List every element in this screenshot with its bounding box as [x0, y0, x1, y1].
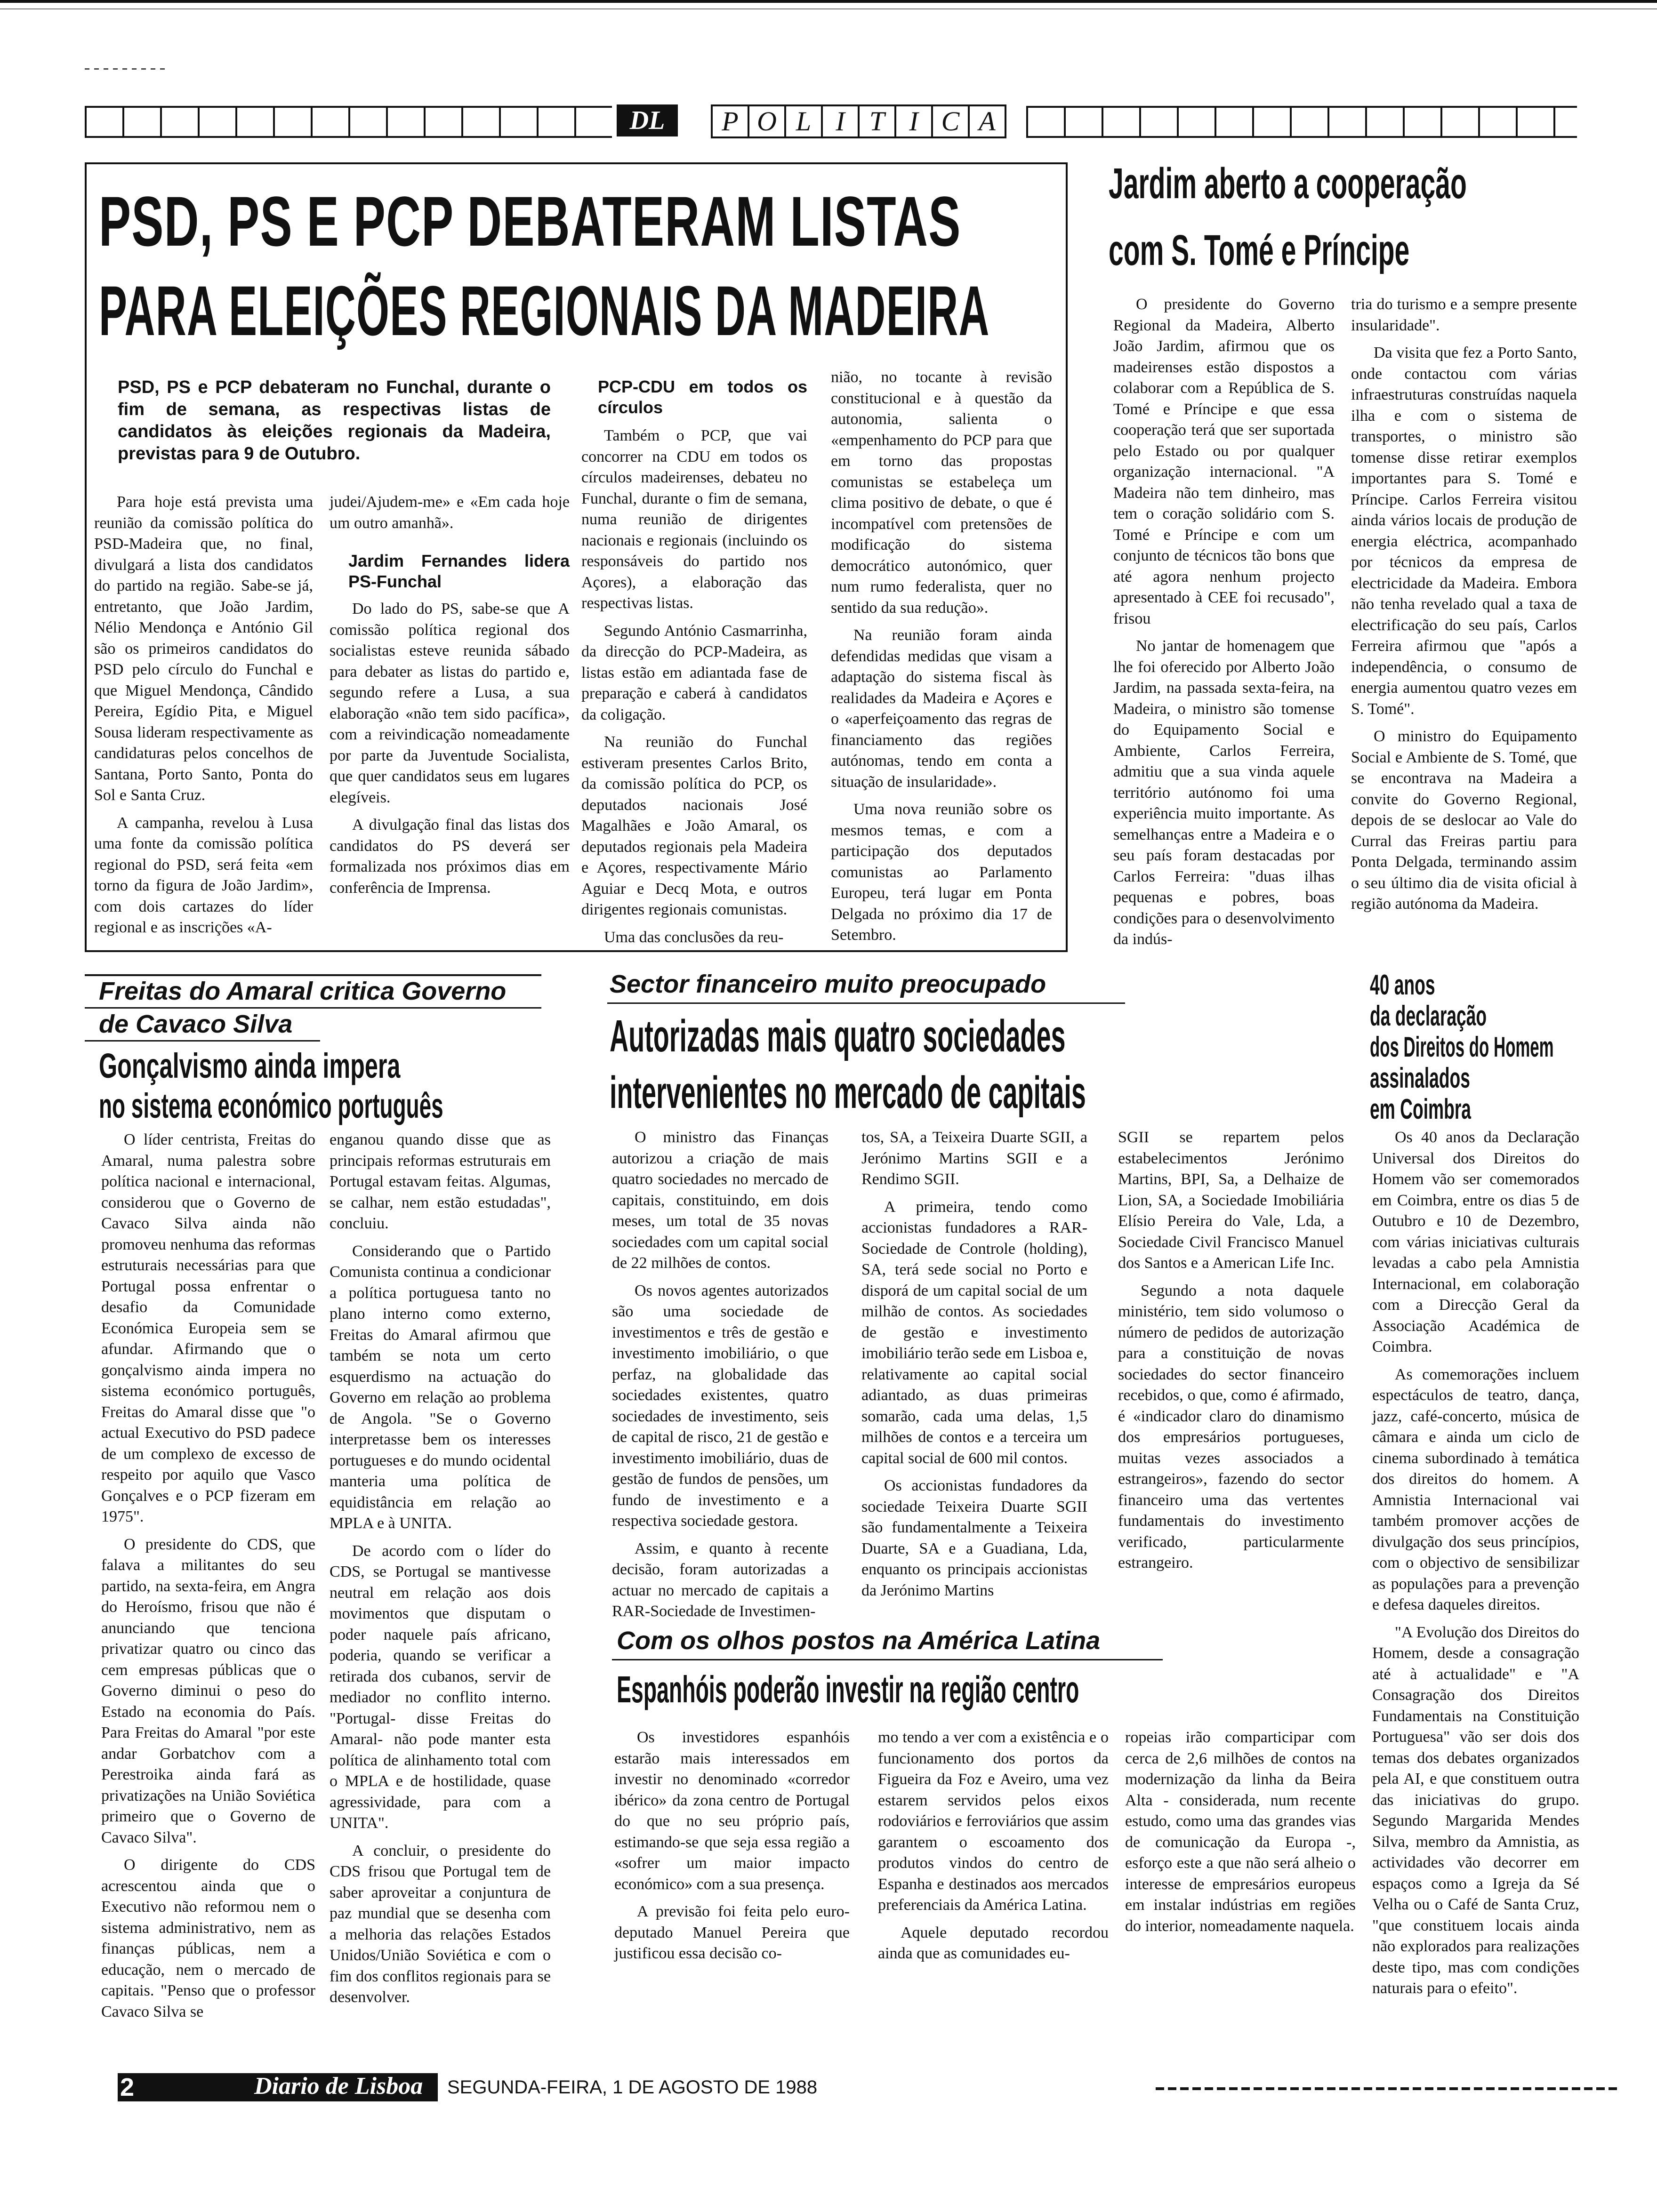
financeiro-headline-1: Autorizadas mais quatro sociedades [610, 1011, 1066, 1061]
section-header-bar-right [1026, 106, 1577, 138]
jardim-column-1: O presidente do Governo Regional da Madeira, Alberto João Jardim, afirmou que os madeirenses estão dispostos a colaborar com a República de S. Tomé e Príncipe e que essa cooperação terá que ser suportada pelo Estado ou por qualquer organização internacional. "A Madeira não tem dinheiro, mas tem o coração solidário com S. Tomé e Príncipe e com um conjunto de técnicos tão bons que até agora nenhum projecto apresentado à CEE foi recusado", frisou No jantar de homenagem que lhe foi oferecido por Alberto João Jardim, na passada sexta-feira, na Madeira, o ministro são tomense do Equipamento Social e Ambiente, Carlos Ferreira, admitiu que a sua vinda aquele território autónomo foi uma experiência muito importante. As semelhanças entre a Madeira e o seu país foram destacadas por Carlos Ferreira: "duas ilhas pequenas e pobres, boas condições para o desenvolvimento da indús- [1113, 296, 1335, 948]
espanhois-column-1: Os investidores espanhóis estarão mais interessados em investir no denominado «corredor ibérico» da zona centro de Portugal do que no seu próprio país, estimando-se que seja essa região a «sofrer um maior impacto económico» com a sua presença. A previsão foi feita pelo euro-deputado Manuel Pereira que justificou essa decisão co- [614, 1729, 850, 1962]
direitos-headline: 40 anos da declaração dos Direitos do Homem assinalados em Coimbra [1370, 969, 1554, 1125]
freitas-kicker-rule-2 [85, 1040, 320, 1042]
scan-edge-line [0, 8, 1657, 9]
espanhois-headline: Espanhóis poderão investir na região centro [617, 1668, 1079, 1710]
section-logo: DL [617, 104, 678, 136]
financeiro-headline-2: intervenientes no mercado de capitais [610, 1067, 1086, 1118]
financeiro-column-2: tos, SA, a Teixeira Duarte SGII, a Jerónimo Martins SGII e a Rendimo SGII. A primeira, tendo como accionistas fundadores a RAR-Sociedade de Controle (holding), SA, terá sede social no Porto e disporá de um capital social de um milhão de contos. As sociedades de gestão e investimento imobiliário terão sede em Lisboa e, relativamente ao capital social adiantado, as duas primeiras somarão, cada uma delas, 1,5 milhões de contos e a terceira um capital social de 600 mil contos. Os accionistas fundadores da sociedade Teixeira Duarte SGII são fundamentalmente a Teixeira Duarte, SA e a Guadiana, Lda, enquanto os principais accionistas da Jerónimo Martins [861, 1129, 1087, 1599]
top-story-column-3: PCP-CDU em todos os círculos Também o PCP, que vai concorrer na CDU em todos os círculos madeirenses, debateu no Funchal, durante o fim de semana, numa reunião de dirigentes nacionais e regionais (incluindo os responsáveis do partido nos Açores), a elaboração das respectivas listas. Segundo António Casmarrinha, da direcção do PCP-Madeira, as listas estão em adiantada fase de preparação e caberá à candidatos da coligação. Na reunião do Funchal estiveram presentes Carlos Brito, da comissão política do PCP, os deputados nacionais José Magalhães e João Amaral, os deputados regionais pela Madeira e Açores, respectivamente Mário Aguiar e Decq Mota, e outros dirigentes regionais comunistas. Uma das conclusões da reu- [581, 377, 807, 946]
espanhois-kicker-rule [612, 1659, 1163, 1660]
subhead-ps-funchal: Jardim Fernandes lidera PS-Funchal [348, 551, 570, 591]
espanhois-column-3: ropeias irão comparticipar com cerca de 2,6 milhões de contos na modernização da linha da Beira Alta - considerada, num recente estudo, como uma das grandes vias de comunicação da Europa -, esforço este a que não será alheio o interesse de empresários europeus em instalar indústrias em regiões do interior, nomeadamente naquela. [1125, 1729, 1356, 1935]
section-header-bar-left [85, 106, 612, 138]
top-story-lead: PSD, PS e PCP debateram no Funchal, durante o fim de semana, as respectivas listas de candidatos às eleições regionais da Madeira, previstas para 9 de Outubro. [118, 377, 551, 464]
freitas-kicker-rule [85, 1007, 541, 1009]
section-title: P O L I T I C A [711, 104, 1005, 138]
page-number: 2 [120, 2073, 135, 2101]
financeiro-column-1: O ministro das Finanças autorizou a criação de mais quatro sociedades no mercado de capitais, constituindo, em dois meses, um total de 35 novas sociedades com um capital social de 22 milhões de contos. Os novos agentes autorizados são uma sociedade de investimentos e três de gestão e investimento imobiliário, o que perfaz, na globalidade das sociedades existentes, quatro sociedades de investimento, seis de capital de risco, 21 de gestão e investimento imobiliário, duas de gestão de fundos de pensões, um fundo de investimento e a respectiva sociedade gestora. Assim, e quanto à recente decisão, foram autorizadas a actuar no mercado de capitais a RAR-Sociedade de Investimen- [612, 1129, 828, 1620]
freitas-kicker-2: de Cavaco Silva [99, 1010, 293, 1038]
freitas-column-1: O líder centrista, Freitas do Amaral, numa palestra sobre política nacional e internacional, considerou que o Governo de Cavaco Silva ainda não promoveu nenhuma das reformas estruturais necessárias para que Portugal possa enfrentar o desafio da Comunidade Económica Europeia sem se afundar. Afirmando que o gonçalvismo ainda impera no sistema económico português, Freitas do Amaral disse que "o actual Executivo do PSD padece de um complexo de excesso de respeito por aquilo que Vasco Gonçalves e o PCP fizeram em 1975". O presidente do CDS, que falava a militantes do seu partido, na sexta-feira, em Angra do Heroísmo, frisou que não é anunciando que tenciona privatizar quatro ou cinco das cem empresas públicas que o Governo diminui o peso do Estado na economia do País. Para Freitas do Amaral "por este andar Gorbatchov com a Perestroika ainda fará as privatizações na União Soviética primeiro que o Governo de Cavaco Silva". O dirigente do CDS acrescentou ainda que o Executivo não reformou nem o sistema administrativo, nem as finanças públicas, nem a educação, nem o mercado de capitais. "Penso que o professor Cavaco Silva se [101, 1131, 315, 2020]
top-story-column-2: judei/Ajudem-me» e «Em cada hoje um outro amanhã». Jardim Fernandes lidera PS-Funchal Do lado do PS, sabe-se que A comissão política regional dos socialistas esteve reunida sábado para debater as listas do partido e, segundo refere a Lusa, a sua elaboração «não tem sido pacífica», com a reivindicação nomeadamente por parte da Juventude Socialista, que quer candidatos seus em lugares elegíveis. A divulgação final das listas dos candidatos do PS deverá ser formalizada nos próximos dias em conferência de Imprensa. [330, 493, 570, 897]
freitas-top-rule [85, 974, 541, 976]
footer-date: SEGUNDA-FEIRA, 1 DE AGOSTO DE 1988 [447, 2077, 818, 2098]
financeiro-kicker: Sector financeiro muito preocupado [610, 970, 1046, 998]
subhead-pcp-cdu: PCP-CDU em todos os círculos [598, 377, 807, 417]
freitas-column-2: enganou quando disse que as principais reformas estruturais em Portugal estavam feitas. Algumas, se calhar, nem estão estudadas", concluiu. Considerando que o Partido Comunista continua a condicionar a política portuguesa tanto no plano interno como externo, Freitas do Amaral afirmou que também se nota um certo esquerdismo na actuação do Governo em relação ao problema de Angola. "Se o Governo interpretasse bem os interesses portugueses e do mundo ocidental manteria uma política de equidistância em relação ao MPLA e à UNITA. De acordo com o líder do CDS, se Portugal se mantivesse neutral em relação aos dois movimentos que disputam o poder naquele país africano, poderia, quando se verificar a retirada dos cubanos, servir de mediador no conflito interno. "Portugal- disse Freitas do Amaral- não pode manter esta política de alinhamento total com o MPLA e de hostilidade, quase agressividade, para com a UNITA". A concluir, o presidente do CDS frisou que Portugal tem de saber aproveitar a conjuntura de paz mundial que se desenha com a melhoria das relações Estados Unidos/União Soviética e com o fim dos conflitos regionais para se desenvolver. [330, 1131, 551, 2006]
direitos-bottom-rule [1156, 2087, 1617, 2090]
top-story-column-1: Para hoje está prevista uma reunião da comissão política do PSD-Madeira que, no final, divulgará a lista dos candidatos do partido na região. Sabe-se já, entretanto, que João Jardim, Nélio Mendonça e António Gil são os primeiros candidatos do PSD pelo círculo do Funchal e que Miguel Mendonça, Cândido Pereira, Egídio Pita, e Miguel Sousa lideram respectivamente as candidaturas pelos concelhos de Santana, Porto Santo, Ponta do Sol e Santa Cruz. A campanha, revelou à Lusa uma fonte da comissão política regional do PSD, será feita «em torno da figura de João Jardim», com dois cartazes do líder regional e as inscrições «A- [94, 493, 313, 936]
jardim-headline-1: Jardim aberto a cooperação [1109, 160, 1467, 208]
freitas-kicker-1: Freitas do Amaral critica Governo [99, 977, 507, 1005]
espanhois-kicker: Com os olhos postos na América Latina [617, 1627, 1101, 1655]
freitas-headline-1: Gonçalvismo ainda impera [99, 1046, 401, 1085]
top-story-headline-2: PARA ELEIÇÕES REGIONAIS DA MADEIRA [99, 271, 990, 350]
jardim-headline-2: com S. Tomé e Príncipe [1109, 226, 1410, 274]
freitas-headline-2: no sistema económico português [99, 1086, 443, 1125]
scan-dots [85, 68, 169, 70]
financeiro-kicker-rule [607, 1002, 1125, 1004]
espanhois-column-2: mo tendo a ver com a existência e o funcionamento dos portos da Figueira da Foz e Aveiro, uma vez estarem servidos pelos eixos rodoviários e ferroviários que assim garantem o escoamento dos produtos vindos do centro de Espanha e destinados aos mercados preferenciais da América Latina. Aquele deputado recordou ainda que as comunidades eu- [878, 1729, 1109, 1962]
top-story-column-4: nião, no tocante à revisão constitucional e à questão da autonomia, salienta o «empenhamento do PCP para que em torno das propostas comunistas se estabeleça um clima positivo de debate, o que é incompatível com pretensões de modificação do sistema democrático autonómico, quer num rumo federalista, quer no sentido da sua redução». Na reunião foram ainda defendidas medidas que visam a adaptação do sistema fiscal às realidades da Madeira e Açores e o «aperfeiçoamento das regras de financiamento das regiões autónomas, tendo em conta a situação de insularidade». Uma nova reunião sobre os mesmos temas, e com a participação dos deputados comunistas ao Parlamento Europeu, terá lugar em Ponta Delgada no próximo dia 17 de Setembro. [831, 369, 1052, 944]
newspaper-name: Diario de Lisboa [254, 2073, 423, 2100]
scan-edge-line [0, 0, 1657, 3]
jardim-column-2: tria do turismo e a sempre presente insularidade". Da visita que fez a Porto Santo, onde contactou com várias infraestruturas construídas naquela ilha e com o sistema de transportes, o ministro são tomense disse retirar exemplos importantes para S. Tomé e Príncipe. Carlos Ferreira visitou ainda vários locais de produção de energia eléctrica, acompanhado por técnicos da empresa de electricidade da Madeira. Embora não tenha revelado qual a taxa de electrificação do seu país, Carlos Ferreira afirmou que "após a independência, o consumo de energia aumentou quatro vezes em S. Tomé". O ministro do Equipamento Social e Ambiente de S. Tomé, que se encontrava na Madeira a convite do Governo Regional, depois de se deslocar ao Vale do Curral das Freiras partiu para Ponta Delgada, terminando assim o seu último dia de visita oficial à região autónoma da Madeira. [1351, 296, 1577, 913]
direitos-column: Os 40 anos da Declaração Universal dos Direitos do Homem vão ser comemorados em Coimbra, entre os dias 5 de Outubro e 10 de Dezembro, com várias iniciativas culturais levadas a cabo pela Amnistia Internacional, em colaboração com a Direcção Geral da Associação Académica de Coimbra. As comemorações incluem espectáculos de teatro, dança, jazz, café-concerto, música de câmara e ainda um ciclo de cinema subordinado à temática dos direitos do homem. A Amnistia Internacional vai também promover acções de divulgação dos seus princípios, com o objectivo de sensibilizar as populações para a prevenção e defesa daqueles direitos. "A Evolução dos Direitos do Homem, desde a consagração até à actualidade" e "A Consagração dos Direitos Fundamentais na Constituição Portuguesa" vão ser dois dos temas dos debates organizados pela AI, e que constituem outra das iniciativas do grupo. Segundo Margarida Mendes Silva, membro da Amnistia, as actividades vão decorrer em espaços como a Igreja da Sé Velha ou o Café de Santa Cruz, "que constituem locais ainda não explorados para realizações deste tipo, mas com condições naturais para o efeito". [1372, 1129, 1579, 1997]
financeiro-column-3: SGII se repartem pelos estabelecimentos Jerónimo Martins, BPI, Sa, a Delhaize de Lion, SA, a Sociedade Imobiliária Elísio Pereira do Vale, Lda, a Sociedade Civil Francisco Manuel dos Santos e a American Life Inc. Segundo a nota daquele ministério, tem sido volumoso o número de pedidos de autorização para a constituição de novas sociedades do sector financeiro recebidos, o que, como é afirmado, é «indicador claro do dinamismo dos empresários portugueses, muitas vezes associados a estrangeiros», fazendo do sector financeiro uma das vertentes fundamentais do investimento verificado, particularmente estrangeiro. [1118, 1129, 1344, 1571]
top-story-headline-1: PSD, PS E PCP DEBATERAM LISTAS [99, 182, 961, 261]
